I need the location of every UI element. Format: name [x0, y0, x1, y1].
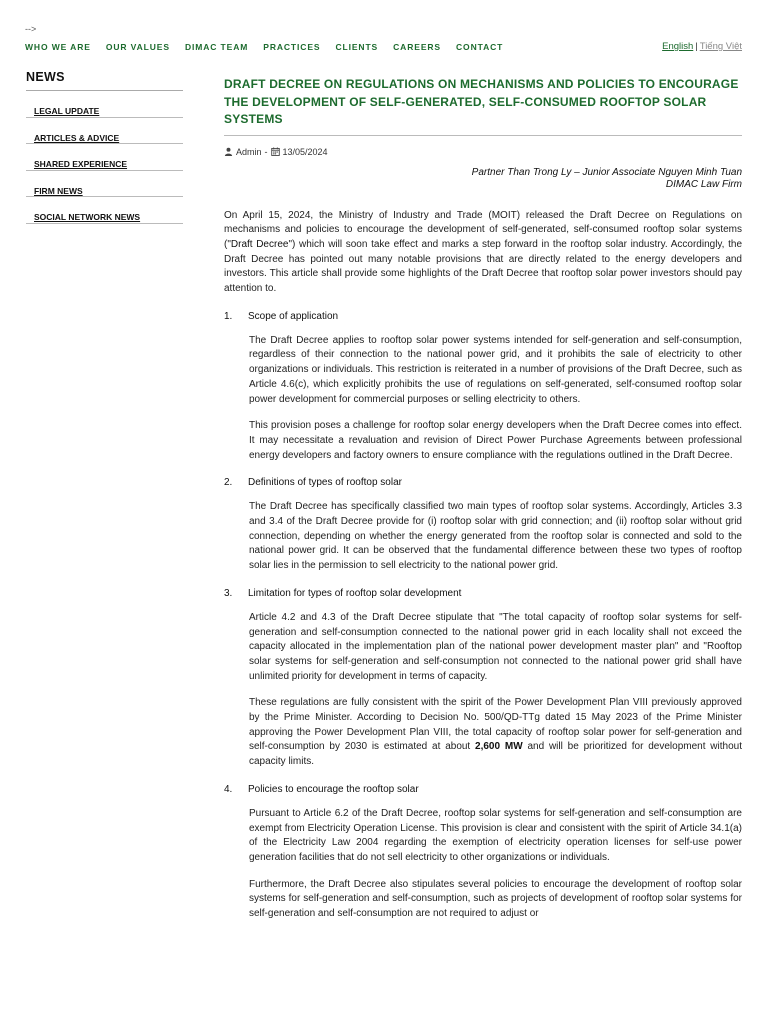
section-number: 3. — [224, 587, 233, 599]
nav-careers[interactable]: CAREERS — [393, 42, 442, 52]
para-text-start: These regulations are fully consistent with the spirit of the Power Development Plan VIII previously approved by the Prime Minister. According to Decision No. 500/QD-TTg dated 15 May 2023 of the Prime Minister approving the Power Development Plan VIII, the total capacity of rooftop solar power for self-generation and self-consumption by 2030 is estimated at about — [249, 697, 742, 753]
nav-dimac-team[interactable]: DIMAC TEAM — [184, 42, 249, 52]
capacity-highlight: 2,600 MW — [475, 741, 523, 753]
meta-separator: - — [264, 146, 268, 157]
top-navigation — [25, 42, 518, 52]
sidebar-link-articles-advice[interactable]: ARTICLES & ADVICE — [34, 132, 120, 143]
sidebar-item-articles-advice — [26, 118, 183, 145]
article-author: Admin — [236, 146, 262, 157]
byline-authors: Partner Than Trong Ly – Junior Associate Nguyen Minh Tuan — [471, 166, 742, 178]
article-title: DRAFT DECREE ON REGULATIONS ON MECHANISMS AND POLICIES TO ENCOURAGE THE DEVELOPMENT OF SELF-GENERATED, SELF-CONSUMED ROOFTOP SOLAR SYSTEMS — [224, 76, 742, 136]
sidebar-item-social-network-news — [26, 197, 183, 224]
article-intro — [224, 209, 742, 297]
section-paragraph: This provision poses a challenge for rooftop solar energy developers when the Draft Decree comes into effect. It may necessitate a revaluation and revision of Direct Power Purchase Agreements between professional energy developers and factory owners to ensure compliance with the regulations outlined in the Draft Decree. — [249, 420, 742, 461]
language-switcher — [662, 41, 742, 52]
para-text-end: and will be prioritized for development without capacity limits. — [249, 741, 742, 768]
section-title: Policies to encourage the rooftop solar — [248, 783, 419, 795]
stray-comment-text: --> — [25, 24, 37, 34]
sidebar-item-firm-news — [26, 171, 183, 198]
section-paragraph: Furthermore, the Draft Decree also stipulates several policies to encourage the development of rooftop solar systems for self-generation and self-consumption, such as projects of development of rooftop solar systems for self-generation and self-consumption are not required to adjust or — [249, 878, 742, 920]
section-number: 1. — [224, 310, 233, 322]
article-byline — [224, 167, 742, 192]
nav-practices[interactable]: PRACTICES — [263, 42, 321, 52]
section-title: Scope of application — [248, 310, 339, 322]
section-number: 2. — [224, 477, 233, 489]
intro-text-end: ") which will soon take effect and marks a step forward in the rooftop solar industry. Accordingly, the Draft Decree has pointed out many notable provisions that are directly related to the energy developers and investors. This article shall provide some highlights of the Draft Decree that rooftop solar power investors should pay attention to. — [224, 238, 742, 295]
user-icon — [224, 147, 233, 156]
news-sidebar — [26, 70, 183, 224]
section-title: Definitions of types of rooftop solar — [248, 477, 402, 489]
sidebar-link-firm-news[interactable]: FIRM NEWS — [34, 185, 83, 196]
section-paragraph: The Draft Decree applies to rooftop solar power systems intended for self-generation and self-consumption, regardless of their connection to the national power grid, and it prohibits the sale of electricity to other organizations or individuals. This restriction is reiterated in a number of provisions of the Draft Decree, such as Article 4.6(c), which explicitly prohibits the use of regulations on self-generated, self-consumed rooftop solar power development for commercial purposes or selling electricity to others. — [249, 334, 742, 405]
intro-defined-term: Draft Decree — [230, 238, 289, 250]
sidebar-item-shared-experience — [26, 144, 183, 171]
nav-clients[interactable]: CLIENTS — [335, 42, 379, 52]
lang-vietnamese[interactable]: Tiếng Việt — [699, 41, 742, 52]
section-number: 4. — [224, 783, 233, 795]
byline-firm: DIMAC Law Firm — [665, 179, 742, 190]
lang-separator: | — [695, 41, 698, 52]
section-heading — [224, 784, 742, 795]
nav-our-values[interactable]: OUR VALUES — [105, 42, 170, 52]
sidebar-link-shared-experience[interactable]: SHARED EXPERIENCE — [34, 159, 128, 169]
section-paragraph: The Draft Decree has specifically classified two main types of rooftop solar systems. Accordingly, Articles 3.3 and 3.4 of the Draft Decree provide for (i) rooftop solar with grid connection; and (ii) rooftop solar without grid connection, depending on whether the energy generated from the rooftop solar is connected and sold to the national power grid. It can be observed that the fundamental difference between these two types of rooftop solar lies in the permission to sell electricity to the national power grid. — [249, 501, 742, 572]
nav-contact[interactable]: CONTACT — [456, 42, 504, 52]
article-date: 13/05/2024 — [282, 146, 328, 157]
sidebar-list — [26, 91, 183, 224]
sidebar-link-legal-update[interactable]: LEGAL UPDATE — [34, 106, 100, 116]
section-paragraph: Pursuant to Article 6.2 of the Draft Decree, rooftop solar systems for self-generation and self-consumption are exempt from Electricity Operation License. This provision is clear and consistent with the spirit of Article 34.1(a) of the Electricity Law 2004 regarding the exemption of electricity operation licenses for self-use power generation facilities that do not sell electricity to other organizations or individuals. — [249, 807, 742, 863]
section-heading — [224, 588, 742, 599]
section-heading — [224, 477, 742, 488]
calendar-icon — [271, 147, 280, 156]
article-main — [224, 76, 742, 922]
sidebar-title: NEWS — [26, 70, 183, 91]
section-heading — [224, 311, 742, 322]
article-meta — [224, 147, 742, 157]
sidebar-item-legal-update — [26, 91, 183, 118]
lang-english[interactable]: English — [662, 41, 694, 52]
section-paragraph: Article 4.2 and 4.3 of the Draft Decree stipulate that "The total capacity of rooftop solar systems for self-generation and self-consumption connected to the national power grid in each locality shall not exceed the capacity allocated in the implementation plan of the national power development master plan" and "Rooftop solar systems for self-generation and self-consumption not connected to the national power grid shall have unlimited priority for development in terms of capacity. — [249, 611, 742, 682]
intro-text-start: On April 15, 2024, the Ministry of Industry and Trade (MOIT) released the Draft Decree on Regulations on mechanisms and policies to encourage the development of self-generated, self-consumed rooftop solar systems (" — [224, 209, 742, 250]
nav-who-we-are[interactable]: WHO WE ARE — [25, 42, 91, 52]
sidebar-link-social-network-news[interactable]: SOCIAL NETWORK NEWS — [34, 212, 141, 222]
section-paragraph — [249, 696, 742, 770]
section-title: Limitation for types of rooftop solar development — [248, 587, 462, 599]
